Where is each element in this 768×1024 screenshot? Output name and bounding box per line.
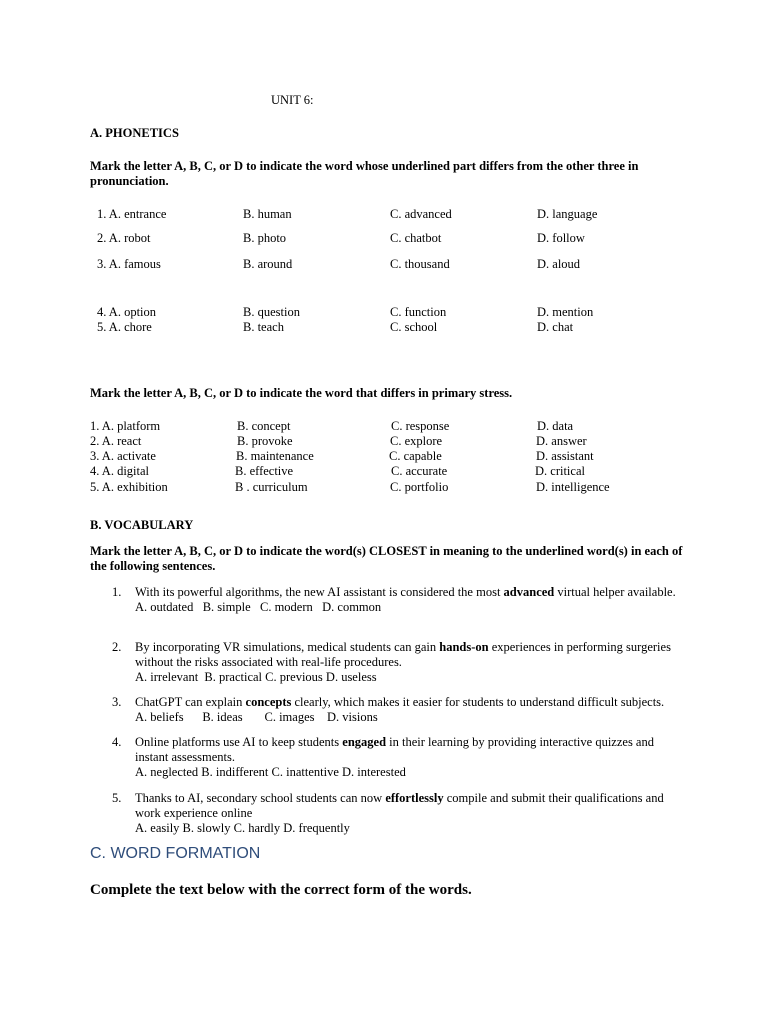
sentence-start: Thanks to AI, secondary school students can now [135, 791, 386, 805]
key-word: effortlessly [385, 791, 444, 805]
option-d: D. mention [537, 305, 594, 319]
option-d: D. answer [536, 434, 587, 448]
option-a: 4. A. option [97, 305, 157, 319]
sentence-end: compile and submit their qualifications and work experience online [135, 791, 664, 820]
option-a: 5. A. chore [97, 320, 152, 334]
sentence-start: ChatGPT can explain [135, 695, 246, 709]
option-a: 1. A. entrance [97, 207, 167, 221]
option-a: 1. A. platform [90, 419, 161, 433]
option-d: D. critical [535, 464, 585, 478]
option-c: C. accurate [391, 464, 448, 478]
option-c: C. portfolio [390, 480, 449, 494]
option-b: B . curriculum [235, 480, 308, 494]
unit-title: UNIT 6: [271, 93, 314, 107]
question-number: 3. [112, 695, 122, 709]
option-b: B. photo [243, 231, 287, 245]
sentence-end: in their learning by providing interactive quizzes and instant assessments. [135, 735, 654, 764]
option-c: C. function [390, 305, 447, 319]
question-number: 1. [112, 585, 122, 599]
option-b: B. provoke [237, 434, 293, 448]
option-d: D. intelligence [536, 480, 610, 494]
section-heading-phonetics: A. PHONETICS [90, 126, 179, 140]
option-d: D. aloud [537, 257, 581, 271]
option-c: C. school [390, 320, 438, 334]
question-text [135, 640, 683, 670]
key-word: engaged [342, 735, 387, 749]
option-a: 5. A. exhibition [90, 480, 168, 494]
option-c: C. explore [390, 434, 443, 448]
key-word: hands-on [439, 640, 489, 654]
sentence-end: clearly, which makes it easier for students to understand difficult subjects. [291, 695, 665, 709]
answer-options: A. neglected B. indifferent C. inattentive D. interested [135, 765, 406, 779]
option-a: 3. A. famous [97, 257, 161, 271]
option-c: C. response [391, 419, 450, 433]
option-c: C. advanced [390, 207, 452, 221]
option-c: C. capable [389, 449, 442, 463]
option-d: D. chat [537, 320, 574, 334]
answer-options: A. irrelevant B. practical C. previous D. useless [135, 670, 377, 684]
option-b: B. concept [237, 419, 291, 433]
option-c: C. chatbot [390, 231, 442, 245]
question-number: 2. [112, 640, 122, 654]
option-d: D. data [537, 419, 574, 433]
word-formation-instruction: Complete the text below with the correct form of the words. [90, 882, 472, 898]
pronunciation-instruction: Mark the letter A, B, C, or D to indicate the word whose underlined part differs from the other three in pronunciation. [90, 159, 639, 188]
option-b: B. teach [243, 320, 284, 334]
answer-options: A. beliefs B. ideas C. images D. visions [135, 710, 378, 724]
vocabulary-instruction: Mark the letter A, B, C, or D to indicate the word(s) CLOSEST in meaning to the underlined word(s) in each of the following sentences. [90, 544, 683, 573]
option-a: 4. A. digital [90, 464, 150, 478]
sentence-start: By incorporating VR simulations, medical students can gain [135, 640, 440, 654]
key-word: advanced [503, 585, 555, 599]
option-b: B. maintenance [236, 449, 314, 463]
option-b: B. question [243, 305, 300, 319]
sentence-end: experiences in performing surgeries without the risks associated with real-life procedures. [135, 640, 671, 669]
question-number: 5. [112, 791, 122, 805]
option-a: 2. A. react [90, 434, 142, 448]
option-d: D. assistant [536, 449, 594, 463]
stress-instruction: Mark the letter A, B, C, or D to indicate the word that differs in primary stress. [90, 386, 513, 400]
sentence-end: virtual helper available. [554, 585, 676, 599]
question-number: 4. [112, 735, 122, 749]
option-b: B. effective [235, 464, 294, 478]
key-word: concepts [245, 695, 292, 709]
answer-options: A. outdated B. simple C. modern D. common [135, 600, 382, 614]
option-b: B. human [243, 207, 292, 221]
option-d: D. follow [537, 231, 585, 245]
option-b: B. around [243, 257, 293, 271]
question-text [135, 695, 683, 710]
section-heading-word-formation: C. WORD FORMATION [90, 845, 261, 862]
option-d: D. language [537, 207, 598, 221]
sentence-start: Online platforms use AI to keep students [135, 735, 343, 749]
question-text [135, 735, 683, 765]
option-a: 2. A. robot [97, 231, 151, 245]
question-text [135, 585, 683, 600]
answer-options: A. easily B. slowly C. hardly D. frequently [135, 821, 350, 835]
sentence-start: With its powerful algorithms, the new AI assistant is considered the most [135, 585, 504, 599]
option-a: 3. A. activate [90, 449, 156, 463]
question-text [135, 791, 683, 821]
section-heading-vocabulary: B. VOCABULARY [90, 518, 194, 532]
option-c: C. thousand [390, 257, 450, 271]
